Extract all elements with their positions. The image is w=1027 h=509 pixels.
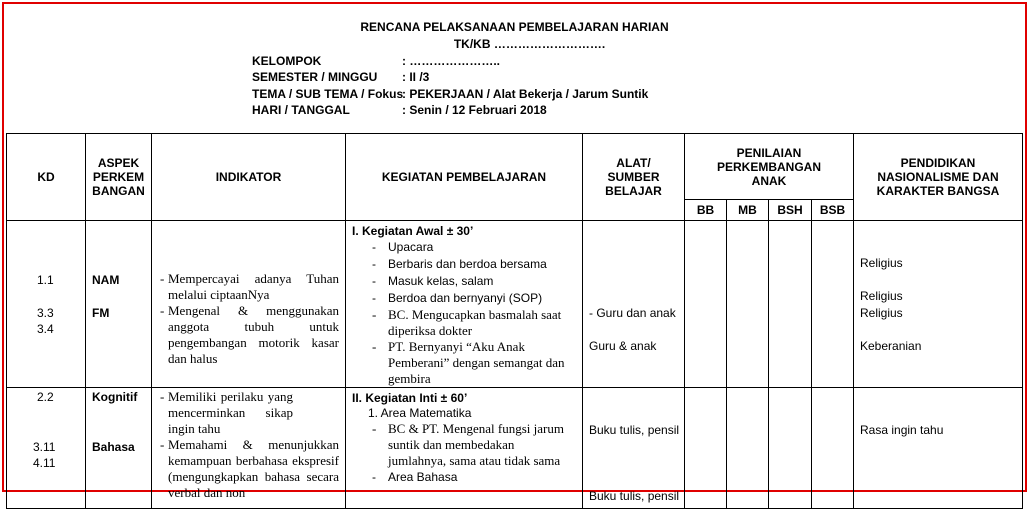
- row1-indikator-cell: [152, 221, 346, 388]
- row2-kegiatan-list-cut: [352, 469, 566, 486]
- row1-pendidikan-3: Religius: [860, 306, 903, 320]
- document-title: RENCANA PELAKSANAAN PEMBELAJARAN HARIAN: [360, 20, 669, 34]
- row2-alat-2: Buku tulis, pensil: [589, 489, 680, 503]
- row1-bsb: [812, 221, 854, 388]
- list-item: - Masuk kelas, salam: [352, 273, 566, 290]
- row1-pendidikan-cell: [854, 221, 1023, 388]
- list-item: - Berdoa dan bernyanyi (SOP): [352, 290, 566, 307]
- row1-alat-2: Guru & anak: [589, 339, 657, 353]
- row2-kegiatan-head: II. Kegiatan Inti ± 60’: [352, 391, 468, 405]
- row1-kegiatan-head: I. Kegiatan Awal ± 30’: [352, 224, 474, 238]
- header-mb: MB: [727, 200, 769, 221]
- row1-kegiatan-list: [352, 239, 566, 307]
- meta-kelompok: KELOMPOK : …………………..: [252, 54, 500, 68]
- row2-pendidikan-1: Rasa ingin tahu: [860, 423, 944, 437]
- row1-kd-3: 3.4: [37, 322, 54, 336]
- header-aspek: ASPEK PERKEM BANGAN: [86, 134, 152, 221]
- row2-kd-cell: [7, 388, 86, 509]
- row2-mb: [727, 388, 769, 509]
- row2-kegiatan-list-serif: [352, 421, 566, 469]
- row2-bb: [685, 388, 727, 509]
- header-kd: KD: [7, 134, 86, 221]
- row1-indikator-2: - Mengenal & menggunakan anggota tubuh untuk pengembangan motorik kasar dan halus: [154, 303, 339, 367]
- row1-aspek-cell: [86, 221, 152, 388]
- row1-alat-cell: [583, 221, 685, 388]
- row1-kegiatan-list-serif: [352, 307, 566, 387]
- row1-bsh: [769, 221, 812, 388]
- row2-kegiatan-sub: 1. Area Matematika: [368, 406, 472, 420]
- row2-kd-1: 2.2: [37, 390, 54, 404]
- list-item: - PT. Bernyanyi “Aku Anak Pemberani” dengan semangat dan gembira: [352, 339, 566, 387]
- row2-bsb: [812, 388, 854, 509]
- header-bsb: BSB: [812, 200, 854, 221]
- row2-aspek-1: Kognitif: [92, 390, 138, 404]
- header-bsh: BSH: [769, 200, 812, 221]
- row2-kd-3: 4.11: [33, 456, 56, 470]
- header-pendidikan: PENDIDIKAN NASIONALISME DAN KARAKTER BANGSA: [854, 134, 1023, 221]
- row2-bsh: [769, 388, 812, 509]
- header-penilaian: PENILAIAN PERKEMBANGAN ANAK: [685, 134, 854, 200]
- list-item: - Berbaris dan berdoa bersama: [352, 256, 566, 273]
- row1-pendidikan-2: Religius: [860, 289, 903, 303]
- row2-aspek-cell: [86, 388, 152, 509]
- row1-pendidikan-1: Religius: [860, 256, 903, 270]
- row2-indikator-2: - Memahami & menunjukkan kemampuan berbahasa ekspresif (mengungkapkan bahasa secara verbal dan non: [154, 437, 339, 501]
- meta-tema: TEMA / SUB TEMA / Fokus: PEKERJAAN / Alat Bekerja / Jarum Suntik: [252, 87, 649, 101]
- row2-pendidikan-cell: [854, 388, 1023, 509]
- row2-alat-1: Buku tulis, pensil: [589, 423, 680, 437]
- row1-aspek-1: NAM: [92, 273, 120, 287]
- row2-kd-2: 3.11: [33, 440, 56, 454]
- row2-alat-cell: [583, 388, 685, 509]
- row1-alat-1: - Guru dan anak: [589, 306, 676, 320]
- document-subtitle: TK/KB ……………………….: [453, 37, 606, 51]
- row2-kegiatan-cell: [346, 388, 583, 509]
- list-item: - BC. Mengucapkan basmalah saat diperiksa dokter: [352, 307, 566, 339]
- header-alat: ALAT/ SUMBER BELAJAR: [583, 134, 685, 221]
- row1-kd-2: 3.3: [37, 306, 54, 320]
- header-bb: BB: [685, 200, 727, 221]
- list-item: - Upacara: [352, 239, 566, 256]
- row1-kd-1: 1.1: [37, 273, 54, 287]
- list-item: - Area Bahasa: [352, 469, 566, 486]
- table-row: [7, 221, 1023, 388]
- document-frame: [2, 2, 1027, 503]
- meta-hari: HARI / TANGGAL : Senin / 12 Februari 2018: [252, 103, 547, 117]
- row1-kegiatan-cell: [346, 221, 583, 388]
- header-kegiatan: KEGIATAN PEMBELAJARAN: [346, 134, 583, 221]
- row1-pendidikan-4: Keberanian: [860, 339, 922, 353]
- header-indikator: INDIKATOR: [152, 134, 346, 221]
- meta-semester: SEMESTER / MINGGU : II /3: [252, 70, 430, 84]
- list-item: - BC & PT. Mengenal fungsi jarum suntik dan membedakan jumlahnya, sama atau tidak sama: [352, 421, 566, 469]
- row2-indikator-cell: [152, 388, 346, 509]
- row1-indikator-1: - Mempercayai adanya Tuhan melalui ciptaanNya: [154, 271, 339, 303]
- row1-aspek-2: FM: [92, 306, 110, 320]
- row2-aspek-2: Bahasa: [92, 440, 135, 454]
- row1-bb: [685, 221, 727, 388]
- document-header: [4, 4, 1025, 132]
- rpph-table: [6, 133, 1023, 509]
- row2-indikator-1: - Memiliki perilaku yang mencerminkan sikap ingin tahu: [154, 389, 339, 437]
- row1-kd-cell: [7, 221, 86, 388]
- table-row: [7, 388, 1023, 509]
- row1-mb: [727, 221, 769, 388]
